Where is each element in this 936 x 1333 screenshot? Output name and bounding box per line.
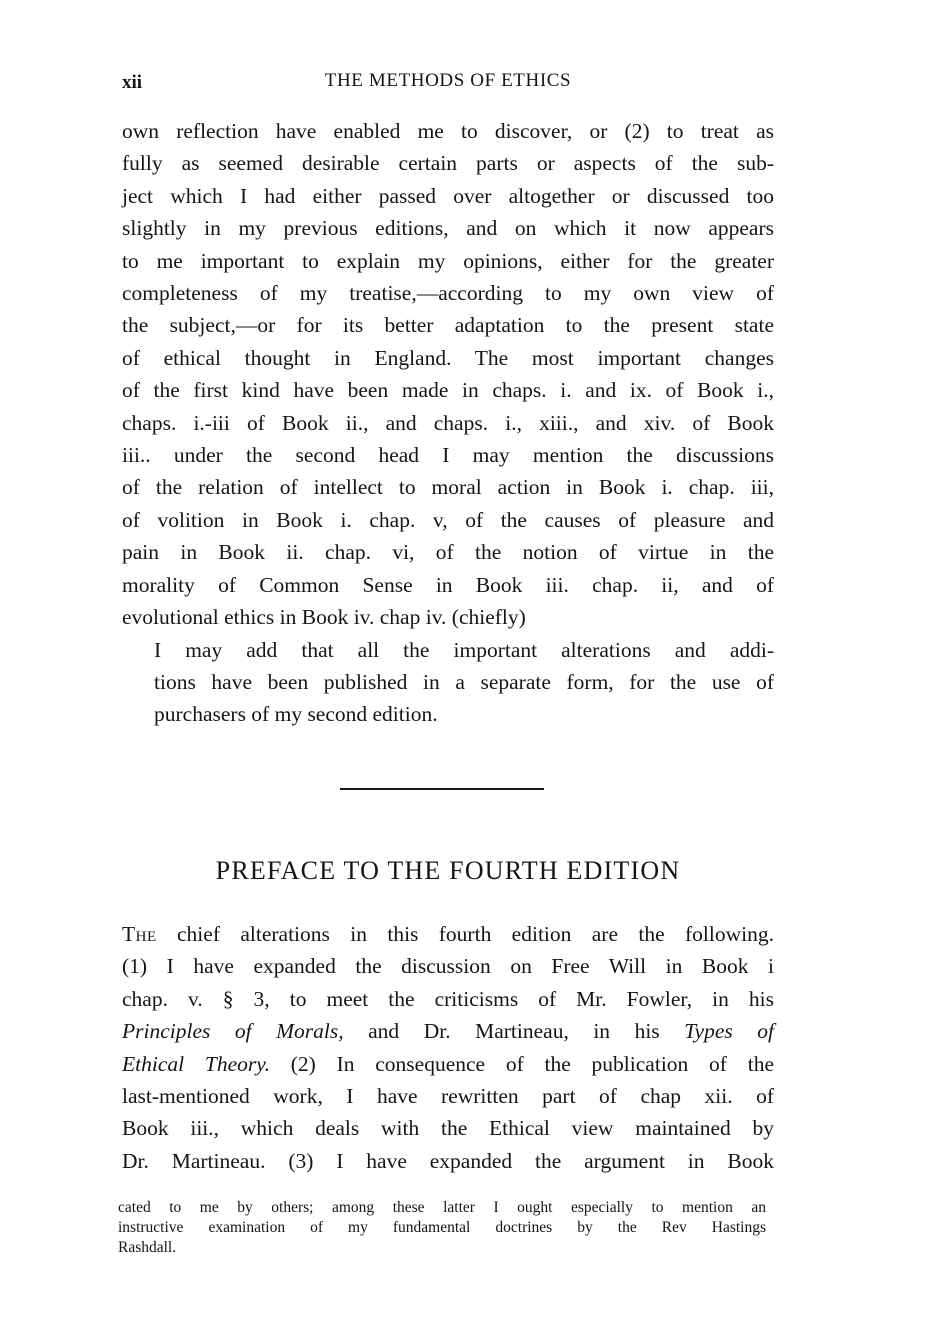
text-line: Dr. Martineau. (3) I have expanded the argument in Book	[122, 1148, 774, 1173]
page-number: xii	[122, 72, 143, 93]
text-line: fully as seemed desirable certain parts or aspects of the sub-	[122, 151, 774, 176]
fourth-edition-text	[122, 918, 774, 1177]
text-line: I may add that all the important alterations and addi-	[154, 637, 774, 662]
text-line: of ethical thought in England. The most important changes	[122, 345, 774, 370]
text-line: of volition in Book i. chap. v, of the causes of pleasure and	[122, 507, 774, 532]
text-line: last-mentioned work, I have rewritten part of chap xii. of	[122, 1084, 774, 1109]
footnote	[118, 1198, 766, 1258]
running-title: THE METHODS OF ETHICS	[324, 70, 572, 91]
text-line: chap. v. § 3, to meet the criticisms of Mr. Fowler, in his	[122, 986, 774, 1011]
text-line: evolutional ethics in Book iv. chap iv. (chiefly)	[122, 605, 526, 630]
second-edition-text	[122, 115, 774, 731]
text-line: completeness of my treatise,—according to my own view of	[122, 281, 774, 306]
book-title: Principles of Morals,	[122, 1019, 344, 1044]
addition-paragraph	[122, 634, 774, 731]
footnote-line: instructive examination of my fundamental doctrines by the Rev Hastings	[118, 1219, 766, 1236]
continuation-paragraph	[122, 115, 774, 634]
text-line	[122, 918, 774, 950]
footnote-line: Rashdall.	[118, 1239, 177, 1256]
text-line: chaps. i.-iii of Book ii., and chaps. i., xiii., and xiv. of Book	[122, 410, 774, 435]
text-line: of the first kind have been made in chaps. i. and ix. of Book i.,	[122, 378, 774, 403]
text-line: of the relation of intellect to moral action in Book i. chap. iii,	[122, 475, 774, 500]
text-line: own reflection have enabled me to discover, or (2) to treat as	[122, 119, 774, 143]
text-line: ject which I had either passed over altogether or discussed too	[122, 183, 774, 208]
line-text: and Dr. Martineau, in his	[343, 1019, 685, 1044]
book-title: Ethical Theory.	[122, 1051, 270, 1076]
text-line: tions have been published in a separate form, for the use of	[154, 669, 774, 694]
text-line: slightly in my previous editions, and on which it now appears	[122, 216, 774, 241]
text-line	[122, 1015, 774, 1047]
text-line: the subject,—or for its better adaptation to the present state	[122, 313, 774, 338]
fourth-edition-paragraph	[122, 918, 774, 1177]
text-line: iii.. under the second head I may mention the discussions	[122, 443, 774, 468]
text-line: morality of Common Sense in Book iii. chap. ii, and of	[122, 572, 774, 597]
text-line: Book iii., which deals with the Ethical view maintained by	[122, 1116, 774, 1141]
section-divider	[340, 788, 544, 790]
text-line: to me important to explain my opinions, either for the greater	[122, 248, 774, 273]
text-line	[122, 1048, 774, 1080]
line-text: chief alterations in this fourth edition are the following.	[156, 922, 774, 946]
running-head	[122, 70, 774, 100]
line-text: (2) In consequence of the publication of the	[269, 1051, 774, 1076]
lead-in-word: The	[122, 922, 157, 946]
section-heading: PREFACE TO THE FOURTH EDITION	[215, 856, 681, 885]
footnote-line: cated to me by others; among these latter I ought especially to mention an	[118, 1199, 766, 1216]
text-line: (1) I have expanded the discussion on Free Will in Book i	[122, 954, 774, 979]
text-line: pain in Book ii. chap. vi, of the notion of virtue in the	[122, 540, 774, 565]
book-title: Types of	[684, 1019, 774, 1044]
text-line: purchasers of my second edition.	[154, 702, 438, 727]
